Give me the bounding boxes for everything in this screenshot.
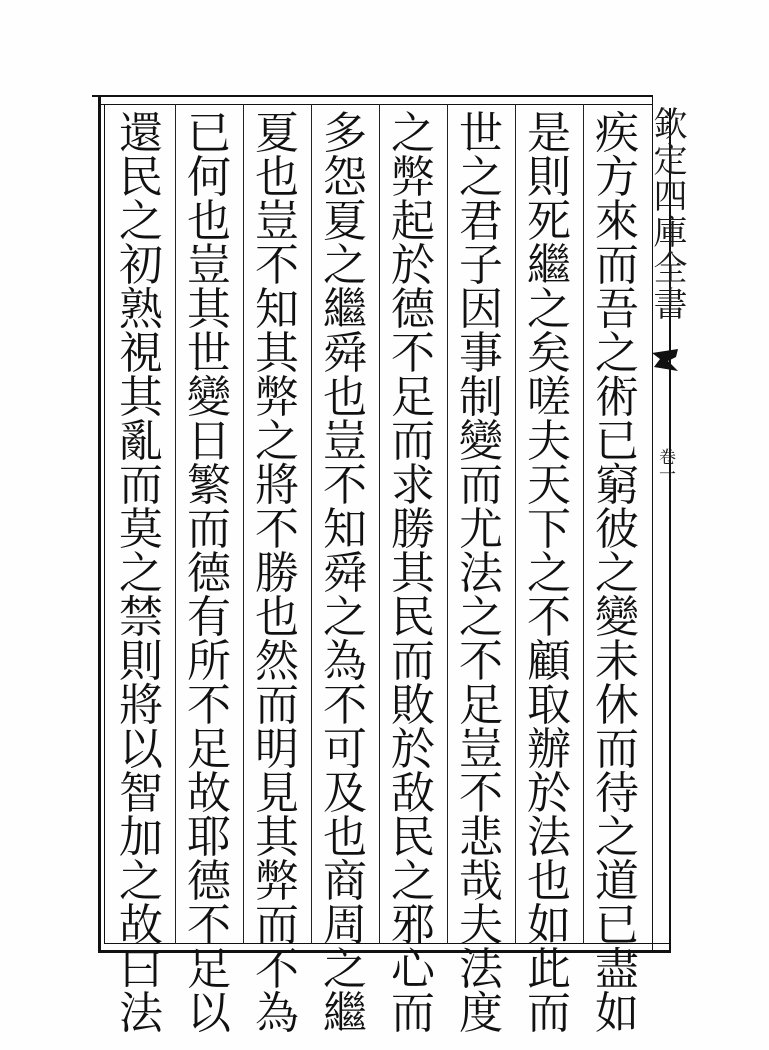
text-glyph: 辦	[527, 724, 571, 775]
text-column	[519, 108, 579, 1039]
text-glyph: 不	[187, 680, 231, 731]
text-glyph: 之	[459, 592, 503, 643]
text-glyph: 取	[527, 680, 571, 731]
text-glyph: 不	[255, 240, 299, 291]
text-glyph: 不	[323, 680, 367, 731]
text-glyph: 不	[527, 592, 571, 643]
text-glyph: 而	[391, 416, 435, 467]
text-glyph: 於	[391, 724, 435, 775]
text-column	[587, 108, 647, 1039]
text-glyph: 下	[527, 504, 571, 555]
text-glyph: 故	[119, 900, 163, 951]
text-glyph: 民	[391, 592, 435, 643]
text-glyph: 之	[391, 856, 435, 907]
text-glyph: 求	[391, 460, 435, 511]
text-glyph: 彼	[595, 504, 639, 555]
text-glyph: 將	[119, 680, 163, 731]
text-glyph: 勝	[391, 504, 435, 555]
text-glyph: 度	[459, 988, 503, 1039]
text-glyph: 未	[595, 636, 639, 687]
book-title: 欽定四庫全書	[647, 106, 687, 322]
text-glyph: 哉	[459, 856, 503, 907]
text-glyph: 繼	[527, 240, 571, 291]
text-glyph: 術	[595, 372, 639, 423]
text-glyph: 來	[595, 196, 639, 247]
text-glyph: 足	[391, 372, 435, 423]
text-glyph: 足	[459, 680, 503, 731]
text-glyph: 夫	[527, 416, 571, 467]
text-glyph: 多	[323, 108, 367, 159]
text-glyph: 及	[323, 768, 367, 819]
text-glyph: 而	[527, 988, 571, 1039]
text-glyph: 子	[459, 240, 503, 291]
text-glyph: 之	[323, 592, 367, 643]
text-glyph: 弊	[255, 856, 299, 907]
text-glyph: 則	[119, 636, 163, 687]
text-glyph: 世	[187, 328, 231, 379]
fish-tail-ornament-icon	[650, 345, 680, 375]
text-glyph: 之	[527, 284, 571, 335]
text-glyph: 方	[595, 152, 639, 203]
text-glyph: 夏	[323, 196, 367, 247]
text-glyph: 繼	[323, 988, 367, 1039]
text-column	[451, 108, 511, 1039]
text-column	[383, 108, 443, 1039]
text-glyph: 因	[459, 284, 503, 335]
text-glyph: 熟	[119, 284, 163, 335]
text-glyph: 而	[459, 460, 503, 511]
text-glyph: 休	[595, 680, 639, 731]
text-glyph: 而	[119, 460, 163, 511]
text-glyph: 也	[255, 592, 299, 643]
text-glyph: 盡	[595, 944, 639, 995]
text-glyph: 尤	[459, 504, 503, 555]
text-glyph: 變	[187, 372, 231, 423]
text-glyph: 亂	[119, 416, 163, 467]
text-glyph: 而	[595, 240, 639, 291]
text-glyph: 日	[187, 416, 231, 467]
text-glyph: 之	[119, 196, 163, 247]
text-glyph: 為	[323, 636, 367, 687]
text-glyph: 也	[323, 812, 367, 863]
text-glyph: 耶	[187, 812, 231, 863]
text-glyph: 之	[595, 812, 639, 863]
text-glyph: 事	[459, 328, 503, 379]
column-rule	[447, 104, 448, 944]
text-glyph: 豈	[187, 240, 231, 291]
text-glyph: 舜	[323, 548, 367, 599]
text-glyph: 故	[187, 768, 231, 819]
text-glyph: 顧	[527, 636, 571, 687]
text-glyph: 法	[459, 548, 503, 599]
text-glyph: 悲	[459, 812, 503, 863]
text-glyph: 君	[459, 196, 503, 247]
text-glyph: 之	[391, 108, 435, 159]
text-glyph: 見	[255, 768, 299, 819]
text-glyph: 也	[255, 152, 299, 203]
text-glyph: 窮	[595, 460, 639, 511]
text-glyph: 民	[119, 152, 163, 203]
text-glyph: 心	[391, 944, 435, 995]
text-glyph: 也	[527, 856, 571, 907]
text-glyph: 不	[459, 636, 503, 687]
text-glyph: 如	[527, 900, 571, 951]
text-glyph: 繁	[187, 460, 231, 511]
text-glyph: 其	[255, 812, 299, 863]
column-rule	[175, 104, 176, 944]
text-glyph: 變	[595, 592, 639, 643]
text-glyph: 以	[119, 724, 163, 775]
text-glyph: 是	[527, 108, 571, 159]
text-glyph: 繼	[323, 284, 367, 335]
text-glyph: 商	[323, 856, 367, 907]
text-glyph: 變	[459, 416, 503, 467]
text-glyph: 法	[119, 988, 163, 1039]
text-glyph: 初	[119, 240, 163, 291]
text-glyph: 則	[527, 152, 571, 203]
text-glyph: 不	[187, 900, 231, 951]
text-glyph: 法	[459, 944, 503, 995]
text-glyph: 嗟	[527, 372, 571, 423]
text-glyph: 莫	[119, 504, 163, 555]
text-glyph: 知	[255, 284, 299, 335]
text-glyph: 已	[187, 108, 231, 159]
text-glyph: 可	[323, 724, 367, 775]
text-glyph: 之	[595, 548, 639, 599]
text-glyph: 其	[391, 548, 435, 599]
text-glyph: 已	[595, 900, 639, 951]
text-glyph: 而	[187, 504, 231, 555]
text-column	[179, 108, 239, 1039]
text-glyph: 德	[187, 856, 231, 907]
text-glyph: 之	[595, 328, 639, 379]
text-glyph: 道	[595, 856, 639, 907]
text-glyph: 已	[595, 416, 639, 467]
text-glyph: 疾	[595, 108, 639, 159]
text-column	[247, 108, 307, 1039]
text-glyph: 周	[323, 900, 367, 951]
text-glyph: 如	[595, 988, 639, 1039]
text-glyph: 不	[255, 944, 299, 995]
text-glyph: 之	[459, 152, 503, 203]
text-glyph: 弊	[255, 372, 299, 423]
text-glyph: 為	[255, 988, 299, 1039]
text-glyph: 然	[255, 636, 299, 687]
column-rule	[379, 104, 380, 944]
text-glyph: 此	[527, 944, 571, 995]
column-rule	[583, 104, 584, 944]
text-glyph: 怨	[323, 152, 367, 203]
text-glyph: 於	[527, 768, 571, 819]
text-glyph: 禁	[119, 592, 163, 643]
text-glyph: 之	[323, 240, 367, 291]
text-glyph: 而	[391, 636, 435, 687]
text-glyph: 加	[119, 812, 163, 863]
text-glyph: 還	[119, 108, 163, 159]
column-rule	[243, 104, 244, 944]
column-rule	[515, 104, 516, 944]
text-glyph: 起	[391, 196, 435, 247]
frame-bottom-border	[98, 950, 670, 953]
text-glyph: 有	[187, 592, 231, 643]
text-glyph: 而	[595, 724, 639, 775]
text-glyph: 知	[323, 504, 367, 555]
juan-label: 卷一	[655, 448, 675, 482]
frame-top-border	[92, 95, 652, 97]
text-glyph: 視	[119, 328, 163, 379]
text-glyph: 德	[391, 284, 435, 335]
text-glyph: 智	[119, 768, 163, 819]
text-glyph: 何	[187, 152, 231, 203]
text-glyph: 而	[255, 900, 299, 951]
text-glyph: 以	[187, 988, 231, 1039]
frame-top-inner-border	[100, 104, 652, 105]
text-glyph: 於	[391, 240, 435, 291]
text-glyph: 也	[323, 372, 367, 423]
text-glyph: 勝	[255, 548, 299, 599]
text-glyph: 不	[391, 328, 435, 379]
frame-left-border	[98, 95, 101, 952]
text-glyph: 之	[119, 548, 163, 599]
text-glyph: 其	[119, 372, 163, 423]
text-glyph: 不	[459, 768, 503, 819]
text-glyph: 夫	[459, 900, 503, 951]
text-glyph: 足	[187, 944, 231, 995]
text-glyph: 待	[595, 768, 639, 819]
text-glyph: 明	[255, 724, 299, 775]
text-glyph: 之	[527, 548, 571, 599]
text-glyph: 其	[187, 284, 231, 335]
text-glyph: 豈	[459, 724, 503, 775]
text-glyph: 敗	[391, 680, 435, 731]
text-glyph: 其	[255, 328, 299, 379]
text-glyph: 豈	[323, 416, 367, 467]
text-glyph: 民	[391, 812, 435, 863]
text-glyph: 足	[187, 724, 231, 775]
text-glyph: 舜	[323, 328, 367, 379]
text-glyph: 而	[391, 988, 435, 1039]
text-glyph: 敌	[391, 768, 435, 819]
text-glyph: 豈	[255, 196, 299, 247]
text-glyph: 之	[255, 416, 299, 467]
text-glyph: 制	[459, 372, 503, 423]
text-glyph: 之	[323, 944, 367, 995]
text-glyph: 之	[119, 856, 163, 907]
text-glyph: 將	[255, 460, 299, 511]
text-glyph: 而	[255, 680, 299, 731]
text-glyph: 邪	[391, 900, 435, 951]
text-glyph: 所	[187, 636, 231, 687]
text-glyph: 吾	[595, 284, 639, 335]
text-glyph: 弊	[391, 152, 435, 203]
text-glyph: 矣	[527, 328, 571, 379]
text-glyph: 夏	[255, 108, 299, 159]
text-glyph: 德	[187, 548, 231, 599]
text-glyph: 也	[187, 196, 231, 247]
text-glyph: 不	[323, 460, 367, 511]
frame-left-inner-border	[104, 104, 105, 944]
text-glyph: 天	[527, 460, 571, 511]
text-glyph: 法	[527, 812, 571, 863]
text-column	[111, 108, 171, 1039]
column-rule	[311, 104, 312, 944]
text-glyph: 曰	[119, 944, 163, 995]
text-glyph: 死	[527, 196, 571, 247]
text-glyph: 不	[255, 504, 299, 555]
text-column	[315, 108, 375, 1039]
text-glyph: 世	[459, 108, 503, 159]
